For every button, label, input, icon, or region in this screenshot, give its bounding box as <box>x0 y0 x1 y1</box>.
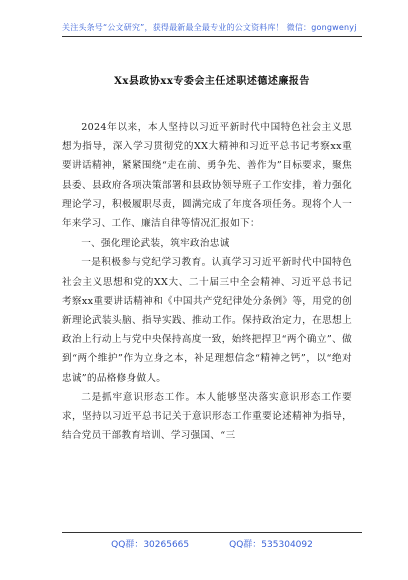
footer-rule <box>62 532 362 533</box>
qq-group-1: QQ群：30265665 <box>111 540 190 550</box>
qq-group-2: QQ群：535304092 <box>229 540 313 550</box>
footer <box>62 537 362 550</box>
header-rule <box>62 36 362 37</box>
section-heading: 一、强化理论武装，筑牢政治忠诚 <box>81 238 230 250</box>
top-banner: 关注头条号“公文研究”，获得最新最全最专业的公文资料库！ 微信：gongwenyj <box>62 23 357 32</box>
paragraph-point-two: 二是抓牢意识形态工作。本人能够坚决落实意识形态工作要求，坚持以习近平总书记关于意识形态工作重要论述精神为指导，结合党员干部教育培训、学习强国、“三 <box>62 391 352 442</box>
document-body <box>62 118 352 445</box>
paragraph-intro: 2024年以来，本人坚持以习近平新时代中国特色社会主义思想为指导，深入学习贯彻党的XX大精神和习近平总书记考察xx重要讲话精神，紧紧围绕“走在前、勇争先、善作为”目标要求，聚焦县委、县政府各项决策部署和县政协领导班子工作安排，着力强化理论学习，积极履职尽责，圆满完成了年度各项任务。现将个人一年来学习、工作、廉洁自律等情况汇报如下： <box>62 122 352 230</box>
document-title: Xx县政协xx专委会主任述职述德述廉报告 <box>114 76 310 87</box>
paragraph-point-one: 一是积极参与党纪学习教育。认真学习习近平新时代中国特色社会主义思想和党的XX大、二十届三中全会精神、习近平总书记考察xx重要讲话精神和《中国共产党纪律处分条例》等，用党的创新理论武装头脑、指导实践、推动工作。保持政治定力，在思想上政治上行动上与党中央保持高度一致，始终把捍卫“两个确立”、做到“两个维护”作为立身之本，补足理想信念“精神之钙”，以“绝对忠诚”的品格修身做人。 <box>62 257 352 384</box>
